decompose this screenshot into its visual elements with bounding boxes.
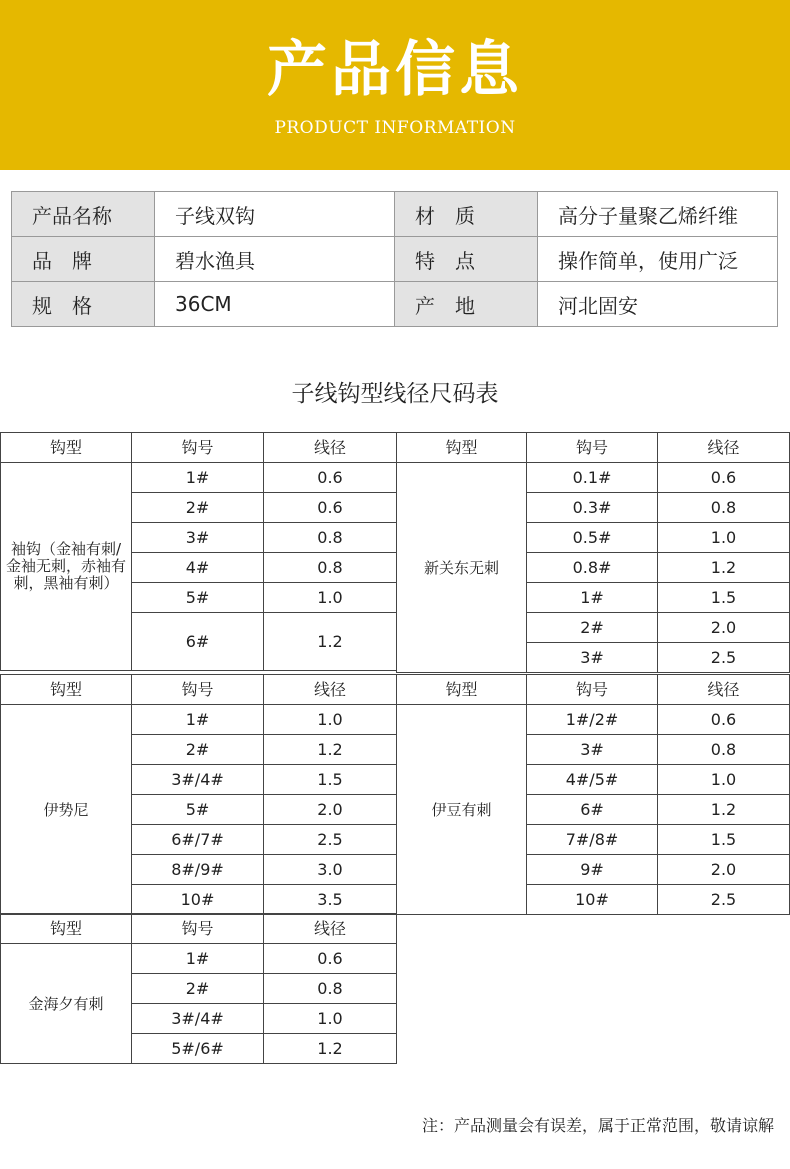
line-diameter-cell: 2.5 <box>658 643 790 673</box>
hook-number-cell: 5#/6# <box>132 1034 264 1064</box>
hook-number-cell: 0.3# <box>527 493 658 523</box>
product-info-table <box>11 191 778 327</box>
info-value: 36CM <box>155 282 395 327</box>
line-diameter-cell: 1.5 <box>658 825 790 855</box>
line-diameter-cell: 1.0 <box>658 765 790 795</box>
hook-number-cell: 1# <box>132 705 264 735</box>
header-hook-number: 钩号 <box>527 675 658 705</box>
hook-size-table <box>0 432 397 671</box>
hook-number-cell: 2# <box>132 974 264 1004</box>
hook-number-cell: 3# <box>132 523 264 553</box>
header-line-diameter: 线径 <box>658 675 790 705</box>
header-row <box>397 675 790 705</box>
line-diameter-cell: 1.2 <box>264 735 397 765</box>
line-diameter-cell: 2.5 <box>264 825 397 855</box>
hook-type-cell: 伊豆有刺 <box>397 705 527 915</box>
line-diameter-cell: 1.0 <box>264 1004 397 1034</box>
hook-type-cell: 新关东无刺 <box>397 463 527 673</box>
line-diameter-cell: 0.8 <box>264 553 397 583</box>
disclaimer-note: 注：产品测量会有误差，属于正常范围，敬请谅解 <box>421 1116 774 1135</box>
banner-title: 产品信息 <box>267 35 523 105</box>
info-value: 河北固安 <box>538 282 778 327</box>
header-hook-number: 钩号 <box>132 914 264 944</box>
hook-number-cell: 5# <box>132 795 264 825</box>
hook-number-cell: 3#/4# <box>132 1004 264 1034</box>
hook-number-cell: 2# <box>132 735 264 765</box>
line-diameter-cell: 2.0 <box>658 855 790 885</box>
hook-number-cell: 6#/7# <box>132 825 264 855</box>
info-label: 规 格 <box>12 282 155 327</box>
line-diameter-cell: 1.5 <box>264 765 397 795</box>
hook-number-cell: 8#/9# <box>132 855 264 885</box>
header-row <box>397 433 790 463</box>
line-diameter-cell: 1.2 <box>264 613 397 671</box>
hook-number-cell: 5# <box>132 583 264 613</box>
banner-subtitle: PRODUCT INFORMATION <box>274 118 516 138</box>
info-label: 特 点 <box>395 237 538 282</box>
line-diameter-cell: 0.8 <box>658 735 790 765</box>
info-value: 操作简单，使用广泛 <box>538 237 778 282</box>
hook-number-cell: 2# <box>132 493 264 523</box>
header-hook-number: 钩号 <box>132 675 264 705</box>
hook-size-table <box>396 674 790 915</box>
info-value: 子线双钩 <box>155 192 395 237</box>
line-diameter-cell: 1.0 <box>264 583 397 613</box>
line-diameter-cell: 2.5 <box>658 885 790 915</box>
header-row <box>1 675 397 705</box>
hook-number-cell: 1# <box>132 944 264 974</box>
line-diameter-cell: 0.6 <box>658 705 790 735</box>
hook-number-cell: 3# <box>527 735 658 765</box>
hook-type-cell: 金海夕有刺 <box>1 944 132 1064</box>
table-row <box>1 463 397 493</box>
hook-number-cell: 10# <box>527 885 658 915</box>
table-row <box>1 944 397 974</box>
hook-number-cell: 0.5# <box>527 523 658 553</box>
info-row <box>12 237 778 282</box>
hook-type-label: 袖钩（金袖有刺/金袖无刺，赤袖有刺，黑袖有刺） <box>5 540 126 592</box>
hook-number-cell: 4# <box>132 553 264 583</box>
hook-number-cell: 1# <box>132 463 264 493</box>
line-diameter-cell: 0.6 <box>264 463 397 493</box>
hook-number-cell: 1# <box>527 583 658 613</box>
hook-number-cell: 7#/8# <box>527 825 658 855</box>
hook-number-cell: 3#/4# <box>132 765 264 795</box>
hook-number-cell: 9# <box>527 855 658 885</box>
line-diameter-cell: 1.2 <box>264 1034 397 1064</box>
hook-number-cell: 10# <box>132 885 264 915</box>
header-hook-type: 钩型 <box>1 433 132 463</box>
hook-size-table <box>0 674 397 915</box>
info-label: 产 地 <box>395 282 538 327</box>
header-hook-number: 钩号 <box>132 433 264 463</box>
header-hook-type: 钩型 <box>397 675 527 705</box>
info-value: 高分子量聚乙烯纤维 <box>538 192 778 237</box>
size-table-title: 子线钩型线径尺码表 <box>291 381 499 407</box>
header-hook-number: 钩号 <box>527 433 658 463</box>
header-hook-type: 钩型 <box>1 914 132 944</box>
info-value: 碧水渔具 <box>155 237 395 282</box>
line-diameter-cell: 1.0 <box>658 523 790 553</box>
hook-number-cell: 2# <box>527 613 658 643</box>
line-diameter-cell: 0.8 <box>264 523 397 553</box>
header-hook-type: 钩型 <box>397 433 527 463</box>
header-line-diameter: 线径 <box>264 914 397 944</box>
line-diameter-cell: 1.5 <box>658 583 790 613</box>
line-diameter-cell: 0.6 <box>658 463 790 493</box>
line-diameter-cell: 0.8 <box>264 974 397 1004</box>
info-row <box>12 192 778 237</box>
info-label: 产品名称 <box>12 192 155 237</box>
header-row <box>1 433 397 463</box>
header-line-diameter: 线径 <box>658 433 790 463</box>
hook-number-cell: 6# <box>132 613 264 671</box>
hook-number-cell: 3# <box>527 643 658 673</box>
info-row <box>12 282 778 327</box>
line-diameter-cell: 0.6 <box>264 944 397 974</box>
line-diameter-cell: 3.5 <box>264 885 397 915</box>
hook-type-cell: 伊势尼 <box>1 705 132 915</box>
table-row <box>397 463 790 493</box>
line-diameter-cell: 2.0 <box>264 795 397 825</box>
header-row <box>1 914 397 944</box>
hook-size-table <box>396 432 790 673</box>
info-label: 品 牌 <box>12 237 155 282</box>
hook-number-cell: 0.1# <box>527 463 658 493</box>
line-diameter-cell: 2.0 <box>658 613 790 643</box>
line-diameter-cell: 1.0 <box>264 705 397 735</box>
line-diameter-cell: 1.2 <box>658 795 790 825</box>
header-hook-type: 钩型 <box>1 675 132 705</box>
line-diameter-cell: 3.0 <box>264 855 397 885</box>
table-row <box>1 705 397 735</box>
info-label: 材 质 <box>395 192 538 237</box>
header-banner <box>0 0 790 170</box>
hook-number-cell: 6# <box>527 795 658 825</box>
header-line-diameter: 线径 <box>264 433 397 463</box>
line-diameter-cell: 0.8 <box>658 493 790 523</box>
line-diameter-cell: 1.2 <box>658 553 790 583</box>
hook-number-cell: 4#/5# <box>527 765 658 795</box>
table-row <box>397 705 790 735</box>
hook-number-cell: 0.8# <box>527 553 658 583</box>
hook-type-cell <box>1 463 132 671</box>
hook-size-table <box>0 913 397 1064</box>
header-line-diameter: 线径 <box>264 675 397 705</box>
hook-number-cell: 1#/2# <box>527 705 658 735</box>
line-diameter-cell: 0.6 <box>264 493 397 523</box>
